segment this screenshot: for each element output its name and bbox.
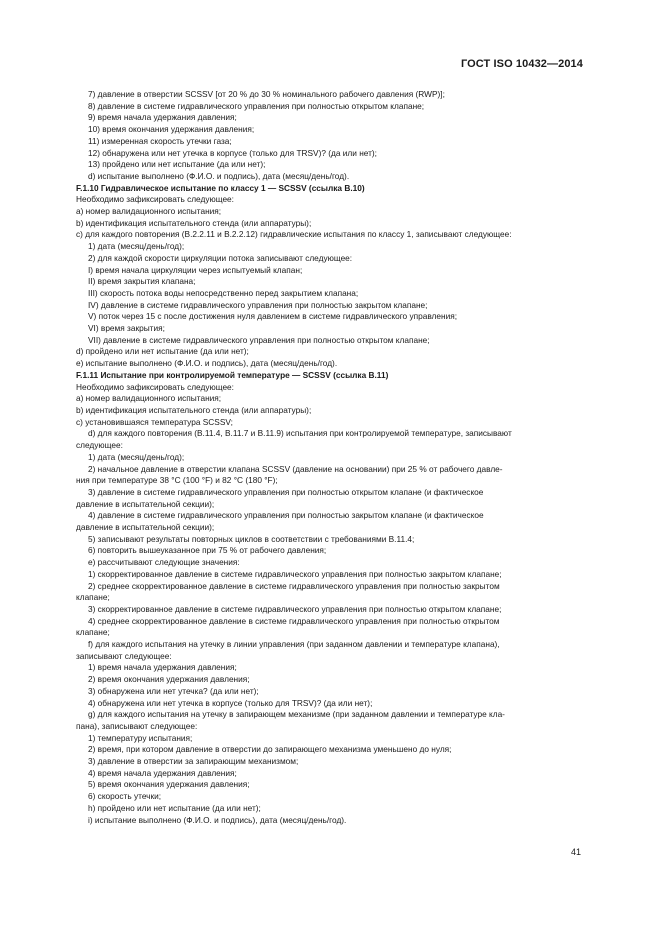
text-line: 11) измеренная скорость утечки газа; (88, 135, 232, 146)
text-line: d) пройдено или нет испытание (да или нет); (76, 346, 249, 357)
text-line: 2) среднее скорректированное давление в системе гидравлического управления при полностью закрытом (88, 580, 500, 591)
text-line: I) время начала циркуляции через испытуемый клапан; (88, 264, 303, 275)
text-line: Необходимо зафиксировать следующее: (76, 381, 234, 392)
text-line: c) для каждого повторения (B.2.2.11 и B.2.2.12) гидравлические испытания по классу 1, записывают следующее: (76, 229, 512, 240)
text-line: b) идентификация испытательного стенда (или аппаратуры); (76, 404, 312, 415)
text-line: e) рассчитывают следующие значения: (88, 557, 240, 568)
text-line: 6) скорость утечки; (88, 791, 162, 802)
text-line: a) номер валидационного испытания; (76, 206, 222, 217)
text-line: VI) время закрытия; (88, 323, 165, 334)
text-line: f) для каждого испытания на утечку в линии управления (при заданном давлении и температуре клапана), (88, 639, 500, 650)
section-heading: F.1.10 Гидравлическое испытание по классу 1 — SCSSV (ссылка В.10) (76, 182, 365, 193)
text-line: a) номер валидационного испытания; (76, 393, 222, 404)
text-line: 4) время начала удержания давления; (88, 767, 237, 778)
text-line: 3) давление в отверстии за запирающим механизмом; (88, 756, 299, 767)
text-line: d) для каждого повторения (B.11.4, B.11.7 и B.11.9) испытания при контролируемой температуре, записывают (88, 428, 512, 439)
text-line: II) время закрытия клапана; (88, 276, 196, 287)
text-line: 13) пройдено или нет испытание (да или нет); (88, 159, 266, 170)
text-line: 4) среднее скорректированное давление в системе гидравлического управления при полностью открытом (88, 615, 500, 626)
section-heading: F.1.11 Испытание при контролируемой температуре — SCSSV (ссылка В.11) (76, 369, 389, 380)
text-line: 5) записывают результаты повторных циклов в соответствии с требованиями B.11.4; (88, 533, 415, 544)
text-line: 7) давление в отверстии SCSSV [от 20 % до 30 % номинального рабочего давления (RWP)]; (88, 89, 445, 99)
text-line: давление в испытательной секции); (76, 498, 215, 509)
text-line: 12) обнаружена или нет утечка в корпусе (только для TRSV)? (да или нет); (88, 147, 377, 158)
text-line: ния при температуре 38 °С (100 °F) и 82 °С (180 °F); (76, 475, 278, 486)
text-line: IV) давление в системе гидравлического управления при полностью закрытом клапане; (88, 299, 428, 310)
text-line: 2) для каждой скорости циркуляции потока записывают следующее: (88, 252, 353, 263)
text-line: VII) давление в системе гидравлического управления при полностью открытом клапане; (88, 334, 430, 345)
text-line: 1) температуру испытания; (88, 732, 193, 743)
text-line: Необходимо зафиксировать следующее: (76, 194, 234, 205)
text-line: 1) дата (месяц/день/год); (88, 451, 185, 462)
text-line: 1) время начала удержания давления; (88, 662, 237, 673)
document-body (76, 89, 583, 826)
text-line: следующее: (76, 440, 123, 451)
text-line: 2) время окончания удержания давления; (88, 674, 250, 685)
text-line: 5) время окончания удержания давления; (88, 779, 250, 790)
text-line: 8) давление в системе гидравлического управления при полностью открытом клапане; (88, 100, 425, 111)
page-number: 41 (571, 847, 582, 857)
text-line: 6) повторить вышеуказанное при 75 % от рабочего давления; (88, 545, 327, 556)
text-line: g) для каждого испытания на утечку в запирающем механизме (при заданном давлении и температуре кла- (88, 709, 505, 720)
text-line: 2) время, при котором давление в отверстии до запирающего механизма уменьшено до нуля; (88, 744, 452, 755)
text-line: 4) обнаружена или нет утечка в корпусе (только для TRSV)? (да или нет); (88, 697, 373, 708)
text-line: d) испытание выполнено (Ф.И.О. и подпись), дата (месяц/день/год). (88, 170, 350, 181)
text-line: 1) скорректированное давление в системе гидравлического управления при полностью закрытом клапане; (88, 568, 502, 579)
text-line: 4) давление в системе гидравлического управления при полностью закрытом клапане (и фактическое (88, 510, 484, 521)
text-line: записывают следующее: (76, 650, 172, 661)
text-line: 2) начальное давление в отверстии клапана SCSSV (давление на основании) при 25 % от рабочего давле- (88, 463, 503, 474)
text-line: давление в испытательной секции); (76, 522, 215, 533)
text-line: пана), записывают следующее: (76, 720, 198, 731)
text-line: 3) давление в системе гидравлического управления при полностью открытом клапане (и фактическое (88, 486, 484, 497)
text-line: b) идентификация испытательного стенда (или аппаратуры); (76, 217, 312, 228)
text-line: i) испытание выполнено (Ф.И.О. и подпись), дата (месяц/день/год). (88, 814, 347, 825)
text-line: 1) дата (месяц/день/год); (88, 241, 185, 252)
text-line: e) испытание выполнено (Ф.И.О. и подпись), дата (месяц/день/год). (76, 358, 338, 369)
text-line: 10) время окончания удержания давления; (88, 124, 255, 135)
text-line: h) пройдено или нет испытание (да или нет); (88, 802, 261, 813)
text-line: V) поток через 15 с после достижения нуля давлением в системе гидравлического управления; (88, 311, 458, 322)
text-line: 3) обнаружена или нет утечка? (да или нет); (88, 685, 259, 696)
text-line: III) скорость потока воды непосредственно перед закрытием клапана; (88, 287, 359, 298)
document-header: ГОСТ ISO 10432—2014 (460, 58, 583, 70)
text-line: 9) время начала удержания давления; (88, 112, 237, 123)
text-line: клапане; (76, 627, 110, 638)
text-line: 3) скорректированное давление в системе гидравлического управления при полностью открытом клапане; (88, 603, 502, 614)
text-line: c) установившаяся температура SCSSV; (76, 416, 233, 427)
text-line: клапане; (76, 592, 110, 603)
